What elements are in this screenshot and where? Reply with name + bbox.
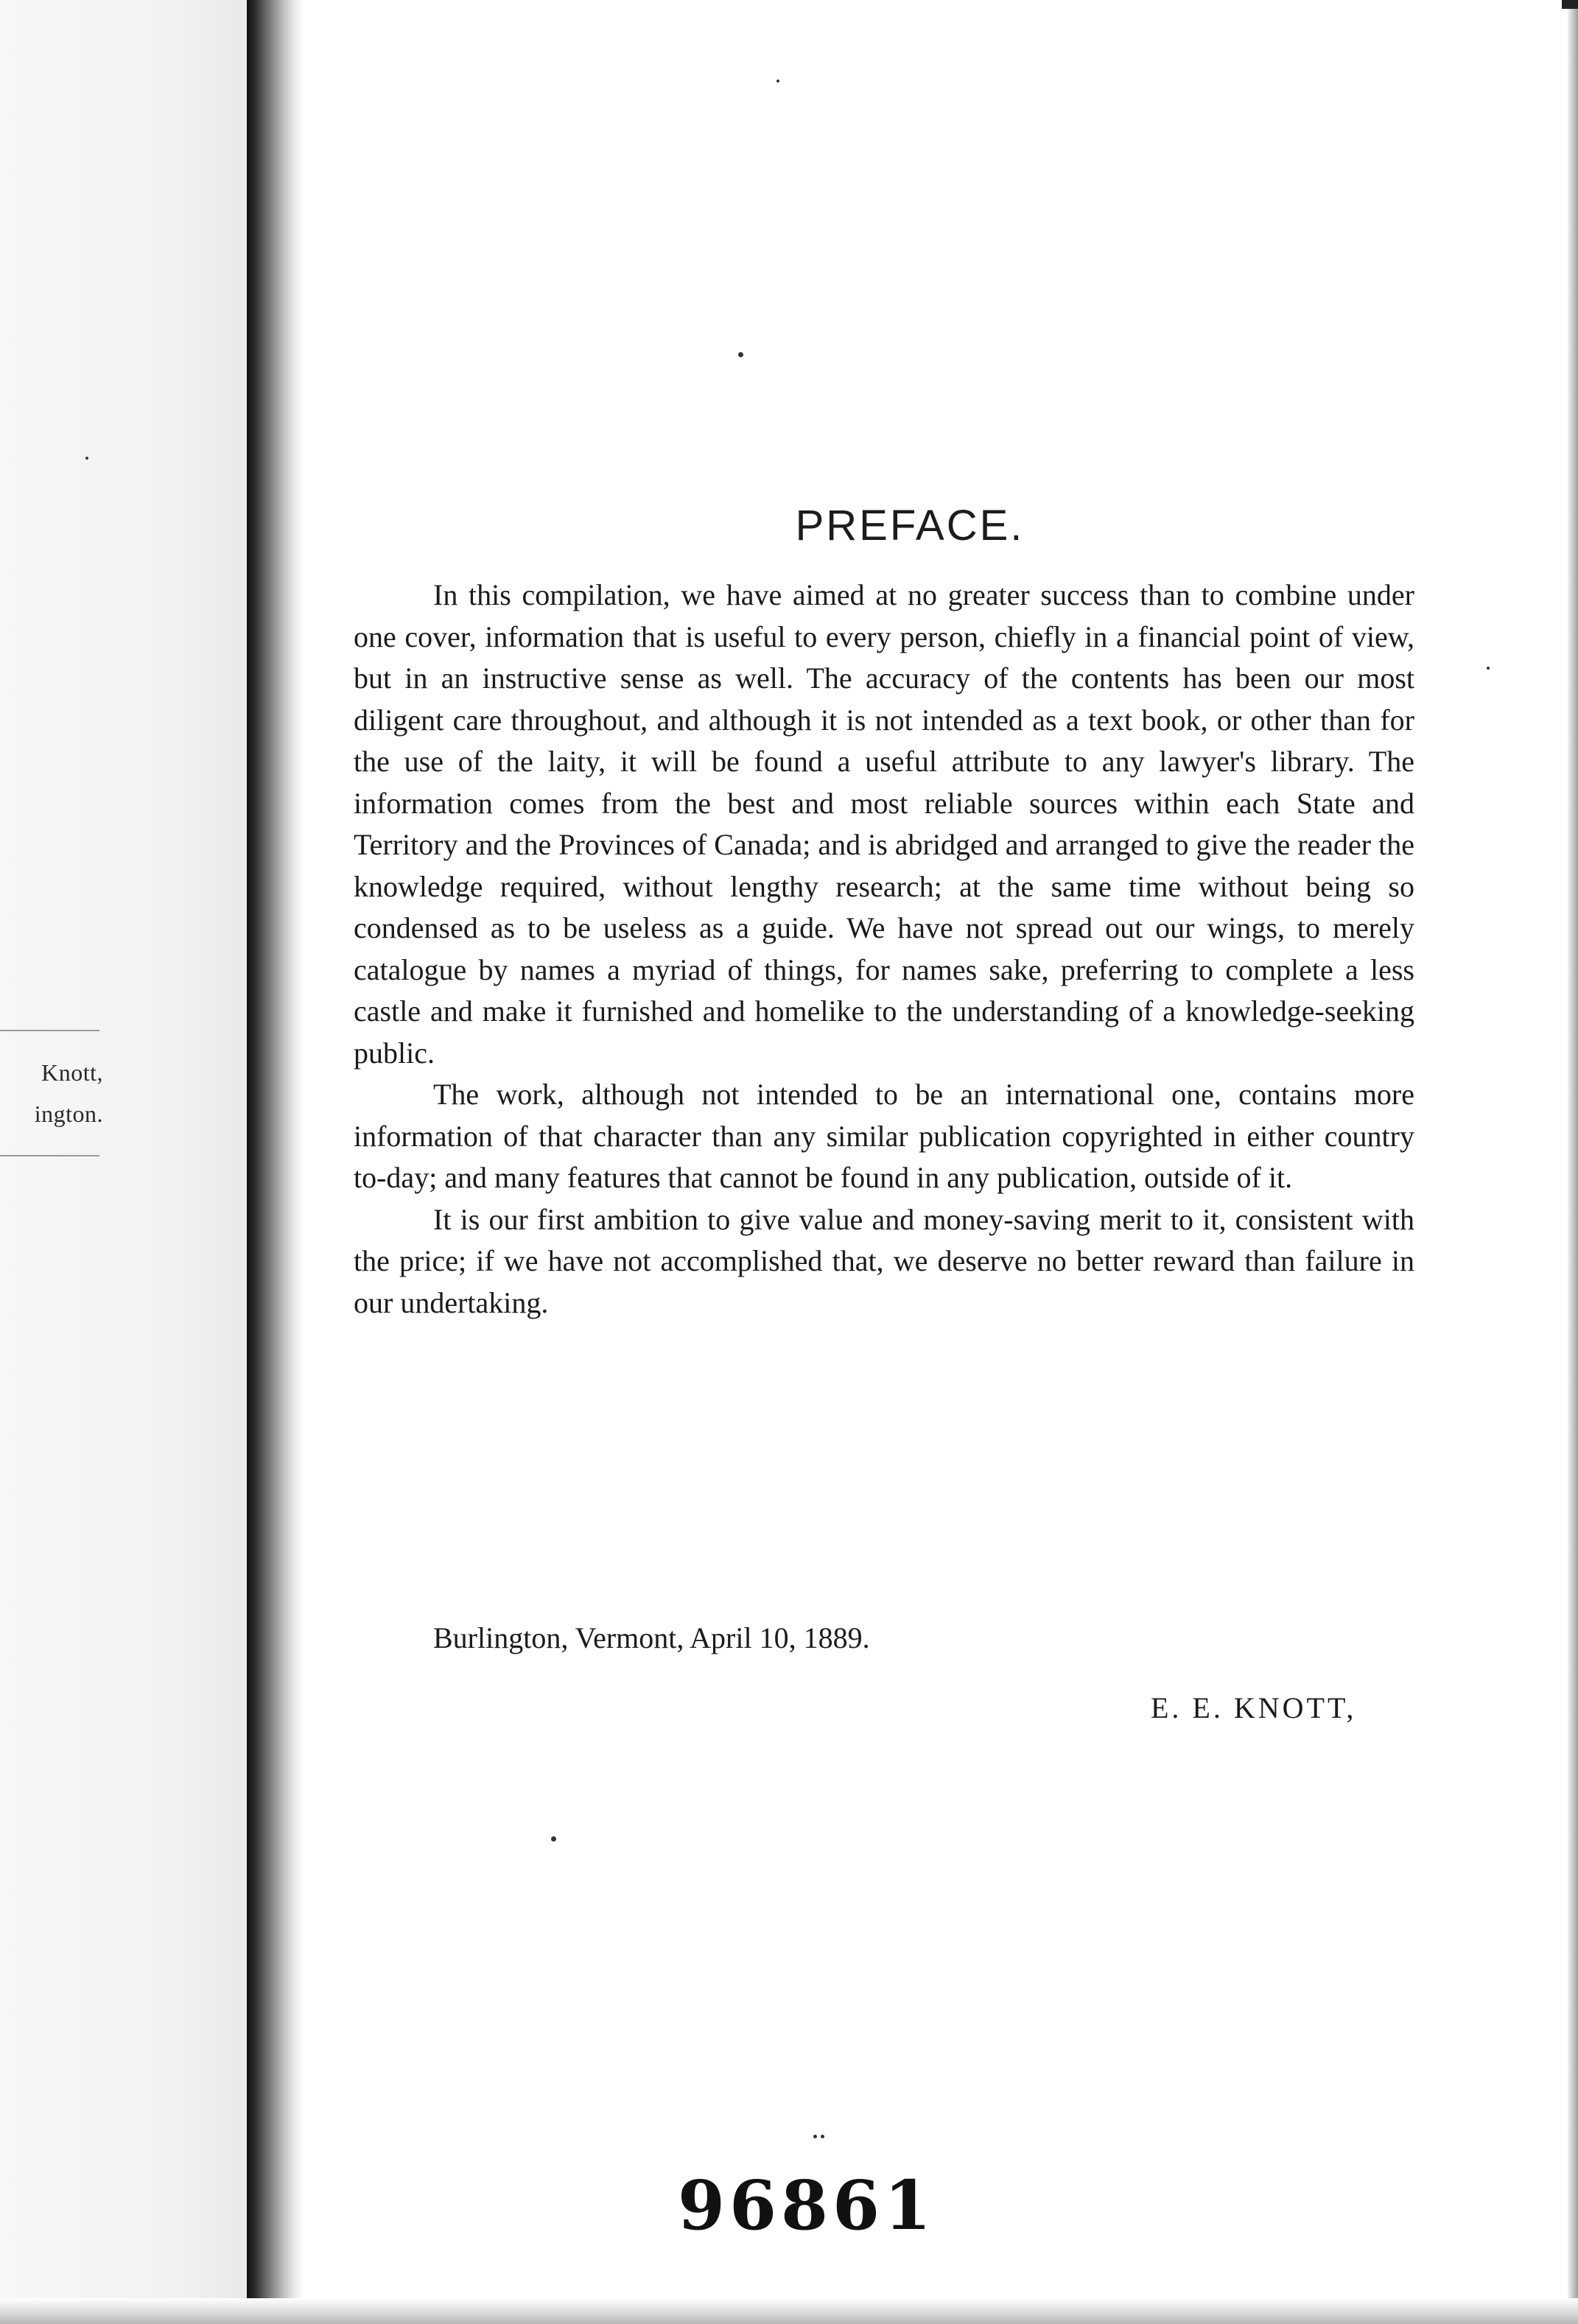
scan-speck (821, 2135, 824, 2138)
scan-speck (551, 1836, 556, 1842)
scan-speck (1487, 667, 1490, 670)
scan-speck (776, 80, 779, 83)
preface-paragraph-1: In this compilation, we have aimed at no greater success than to combine under one cover, information that is useful to every person, chiefly in a financial point of view, but in an instructive sense as well. The accuracy of the contents has been our most diligent care throughout, and although it is not intended as a text book, or other than for the use of the laity, it will be found a useful attribute to any lawyer's library. The information comes from the best and most reliable sources within each State and Territory and the Provinces of Canada; and is abridged and arranged to give the reader the knowledge required, without lengthy research; at the same time without being so condensed as to be useless as a guide. We have not spread out our wings, to merely catalogue by names a myriad of things, for names sake, preferring to complete a less castle and make it furnished and homelike to the understanding of a knowledge-seeking public. (354, 578, 1414, 1070)
facing-line-1: Knott, (41, 1059, 103, 1086)
facing-rule-top (0, 1030, 99, 1031)
dateline: Burlington, Vermont, April 10, 1889. (433, 1621, 870, 1654)
facing-rule-bottom (0, 1155, 99, 1156)
page-right-edge (1568, 0, 1578, 2324)
scan-speck (813, 2135, 817, 2138)
facing-page (0, 0, 250, 2324)
page-title: PREFACE. (795, 502, 1025, 550)
preface-body (354, 575, 1414, 1324)
preface-page (324, 0, 1547, 2324)
catalog-number-stamp: 96861 (678, 2166, 936, 2245)
binding-gutter (247, 0, 302, 2324)
author-signature: E. E. KNOTT, (1151, 1691, 1357, 1724)
preface-paragraph-3: It is our first ambition to give value and money-saving merit to it, consistent with the price; if we have not accomplished that, we deserve no better reward than failure in our undertaking. (354, 1202, 1414, 1319)
scan-speck (738, 352, 743, 357)
page-corner-mark (1562, 0, 1578, 9)
scan-speck (85, 457, 88, 460)
facing-line-2: ington. (34, 1100, 103, 1127)
preface-paragraph-2: The work, although not intended to be an international one, contains more information of that character than any similar publication copyrighted in either country to-day; and many features that cannot be found in any publication, outside of it. (354, 1078, 1414, 1194)
